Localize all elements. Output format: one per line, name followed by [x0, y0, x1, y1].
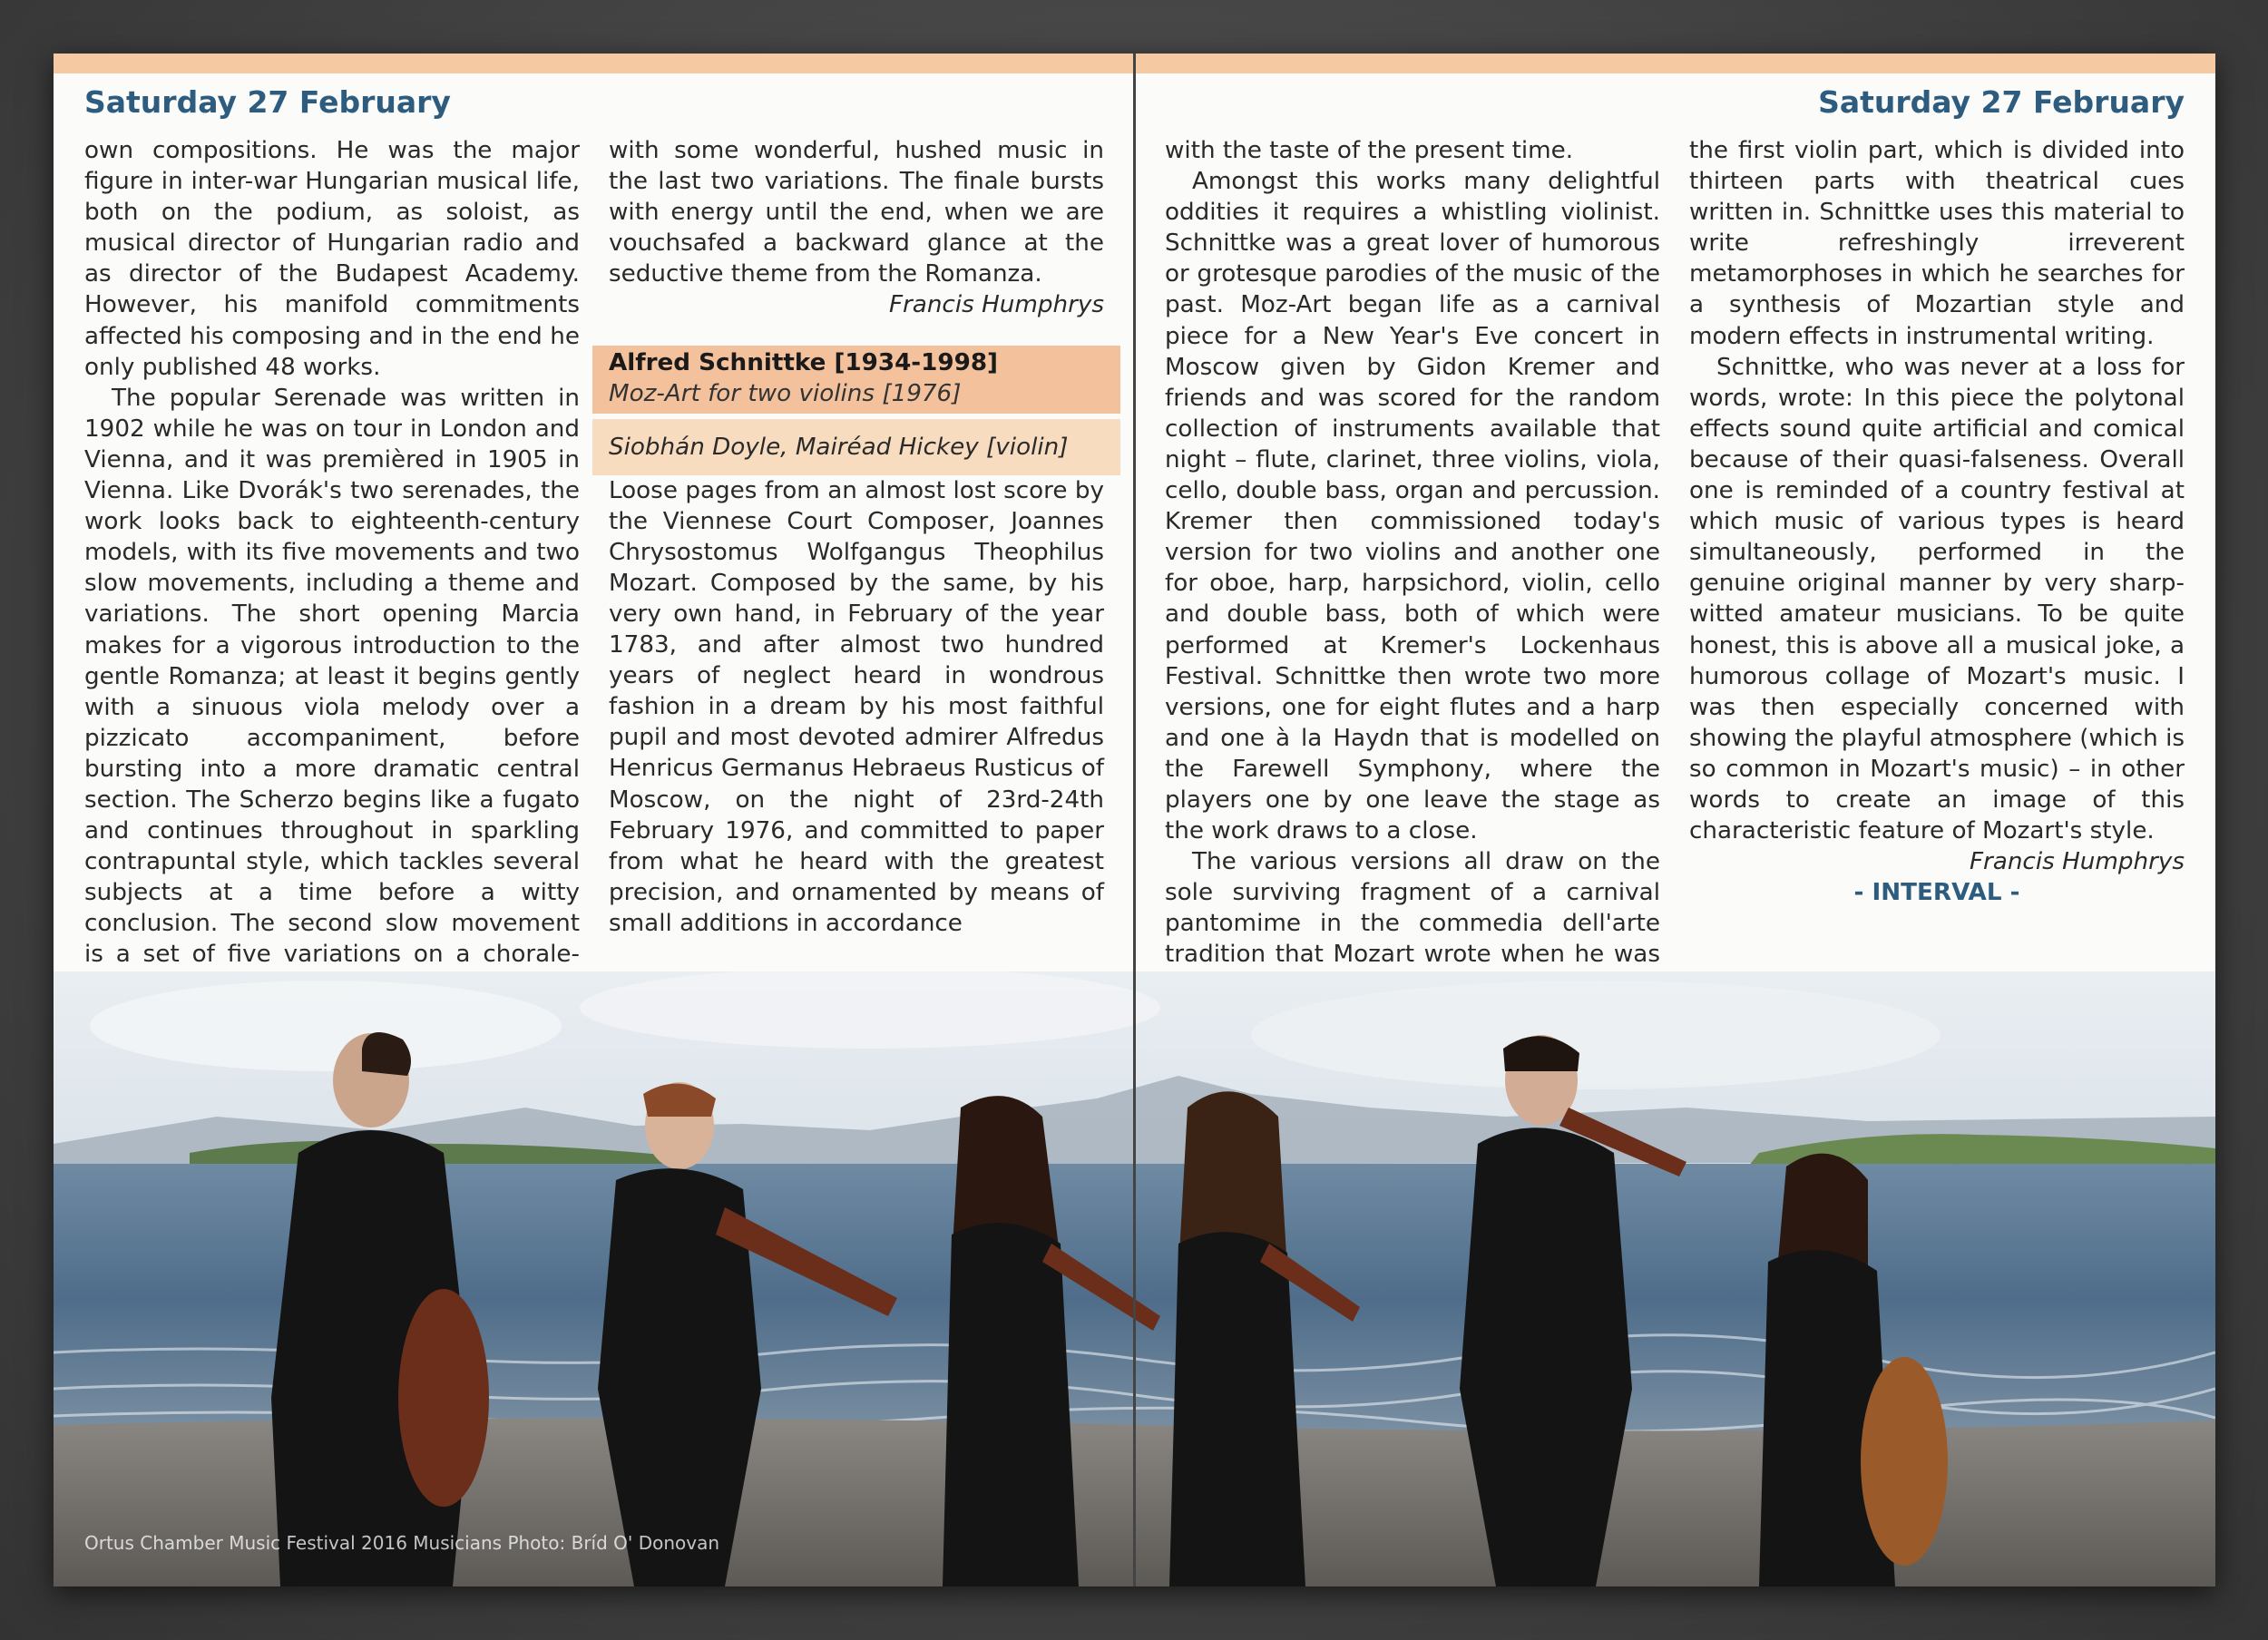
performers-box: Siobhán Doyle, Mairéad Hickey [violin]: [592, 419, 1120, 475]
interval-label: - INTERVAL -: [1853, 879, 2020, 907]
paragraph: with some wonderful, hushed music in the last two variations. The finale bursts with energy until the end, when we are vouchsafed a backward glance at the seductive theme from the Romanza.: [609, 137, 1104, 288]
text-column-1: [84, 135, 580, 1001]
paragraph: Amongst this works many delightful oddities it requires a whistling violinist. Schnittke was a great lover of humorous or grotesque parodies of the music of the past. Moz-Art began life as a carnival piece for a New Year's Eve concert in Moscow given by Gidon Kremer and friends and was scored for the random collection of instruments available that night – flute, clarinet, three violins, viola, cello, double bass, organ and percussion. Kremer then commissioned today's version for two violins and another one for oboe, harp, harpsichord, violin, cello and double bass, both of which were performed at Kremer's Lockenhaus Festival. Schnittke then wrote two more versions, one for eight flutes and a harp and one à la Haydn that is modelled on the Farewell Symphony, where the players one by one leave the stage as the work draws to a close.: [1165, 168, 1660, 845]
page-spine: [1133, 54, 1136, 1586]
paragraph: own compositions. He was the major figure in inter-war Hungarian musical life, both on the podium, as soloist, as musical director of Hungarian radio and as director of the Budapest Academy. However, his manifold commitments affected his composing and in the end he only published 48 works.: [84, 137, 580, 381]
paragraph: The various versions all draw on the sole surviving fragment of a carnival pantomime in the commedia dell'arte tradition that Mozart wrote when he was: [1165, 848, 1660, 969]
paragraph: Schnittke, who was never at a loss for words, wrote: In this piece the polytonal effects sound quite artificial and comical because of their quasi-falseness. Overall one is reminded of a country festival at which music of various types is heard simultaneously, performed in the genuine original manner by very sharp-witted amateur musicians. To be quite honest, this is above all a musical joke, a humorous collage of Mozart's music. I was then especially concerned with showing the playful atmosphere (which is so common in Mozart's music) – in other words to create an image of this characteristic feature of Mozart's style.: [1689, 353, 2185, 845]
page-header-left: Saturday 27 February: [84, 84, 451, 120]
violinist-body: [1460, 1128, 1632, 1586]
author-signature: Francis Humphrys: [888, 291, 1104, 319]
paragraph: The popular Serenade was written in 1902 while he was on tour in London and Vienna, and it was premièred in 1905 in Vienna. Like Dvorák's two serenades, the work looks back to eighteenth-century models, with its five movements and two slow movements, including a theme and variations. The short opening Marcia makes for a vigorous introduction to the gentle Romanza; at least it begins gently with a sinuous viola melody over a pizzicato accompaniment, before bursting into a more dramatic central section. The Scherzo begins like a fugato and continues throughout in sparkling contrapuntal style, which tackles several subjects at a time before a witty conclusion. The second slow movement is a set of five variations on a chorale-: [84, 384, 580, 969]
author-signature: Francis Humphrys: [1969, 848, 2185, 876]
cello: [1861, 1357, 1948, 1566]
violinist-body: [943, 1223, 1079, 1586]
paragraph: the first violin part, which is divided into thirteen parts with theatrical cues written in. Schnittke uses this material to write refreshingly irreverent metamorphoses in which he searches for a synthesis of Mozartian style and modern effects in instrumental writing.: [1689, 137, 2185, 350]
composer-name: Alfred Schnittke [1934-1998]: [609, 348, 999, 376]
cloud: [1251, 981, 1941, 1089]
work-title: Moz-Art for two violins [1976]: [609, 379, 962, 407]
violinist-body: [1169, 1232, 1305, 1586]
paragraph: with the taste of the present time.: [1165, 137, 1574, 164]
text-column-4: [1689, 135, 2185, 908]
text-column-3: [1165, 135, 1660, 1032]
cloud: [90, 981, 562, 1071]
text-column-2: [609, 135, 1104, 939]
brochure-spread: [54, 54, 2215, 1586]
paragraph: Loose pages from an almost lost score by the Viennese Court Composer, Joannes Chrysostomus Wolfgangus Theophilus Mozart. Composed by the same, by his very own hand, in February of the year 1783, and after almost two hundred years of neglect heard in wondrous fashion in a dream by his most faithful pupil and most devoted admirer Alfredus Henricus Germanus Hebraeus Rusticus of Moscow, on the night of 23rd-24th February 1976, and committed to paper from what he heard with the greatest precision, and ornamented by means of small additions in accordance: [609, 476, 1104, 937]
photo-caption: Ortus Chamber Music Festival 2016 Musicians Photo: Bríd O' Donovan: [84, 1532, 720, 1554]
page-header-right: Saturday 27 February: [1818, 84, 2185, 120]
cello: [398, 1289, 489, 1507]
piece-title-box: [592, 346, 1120, 414]
